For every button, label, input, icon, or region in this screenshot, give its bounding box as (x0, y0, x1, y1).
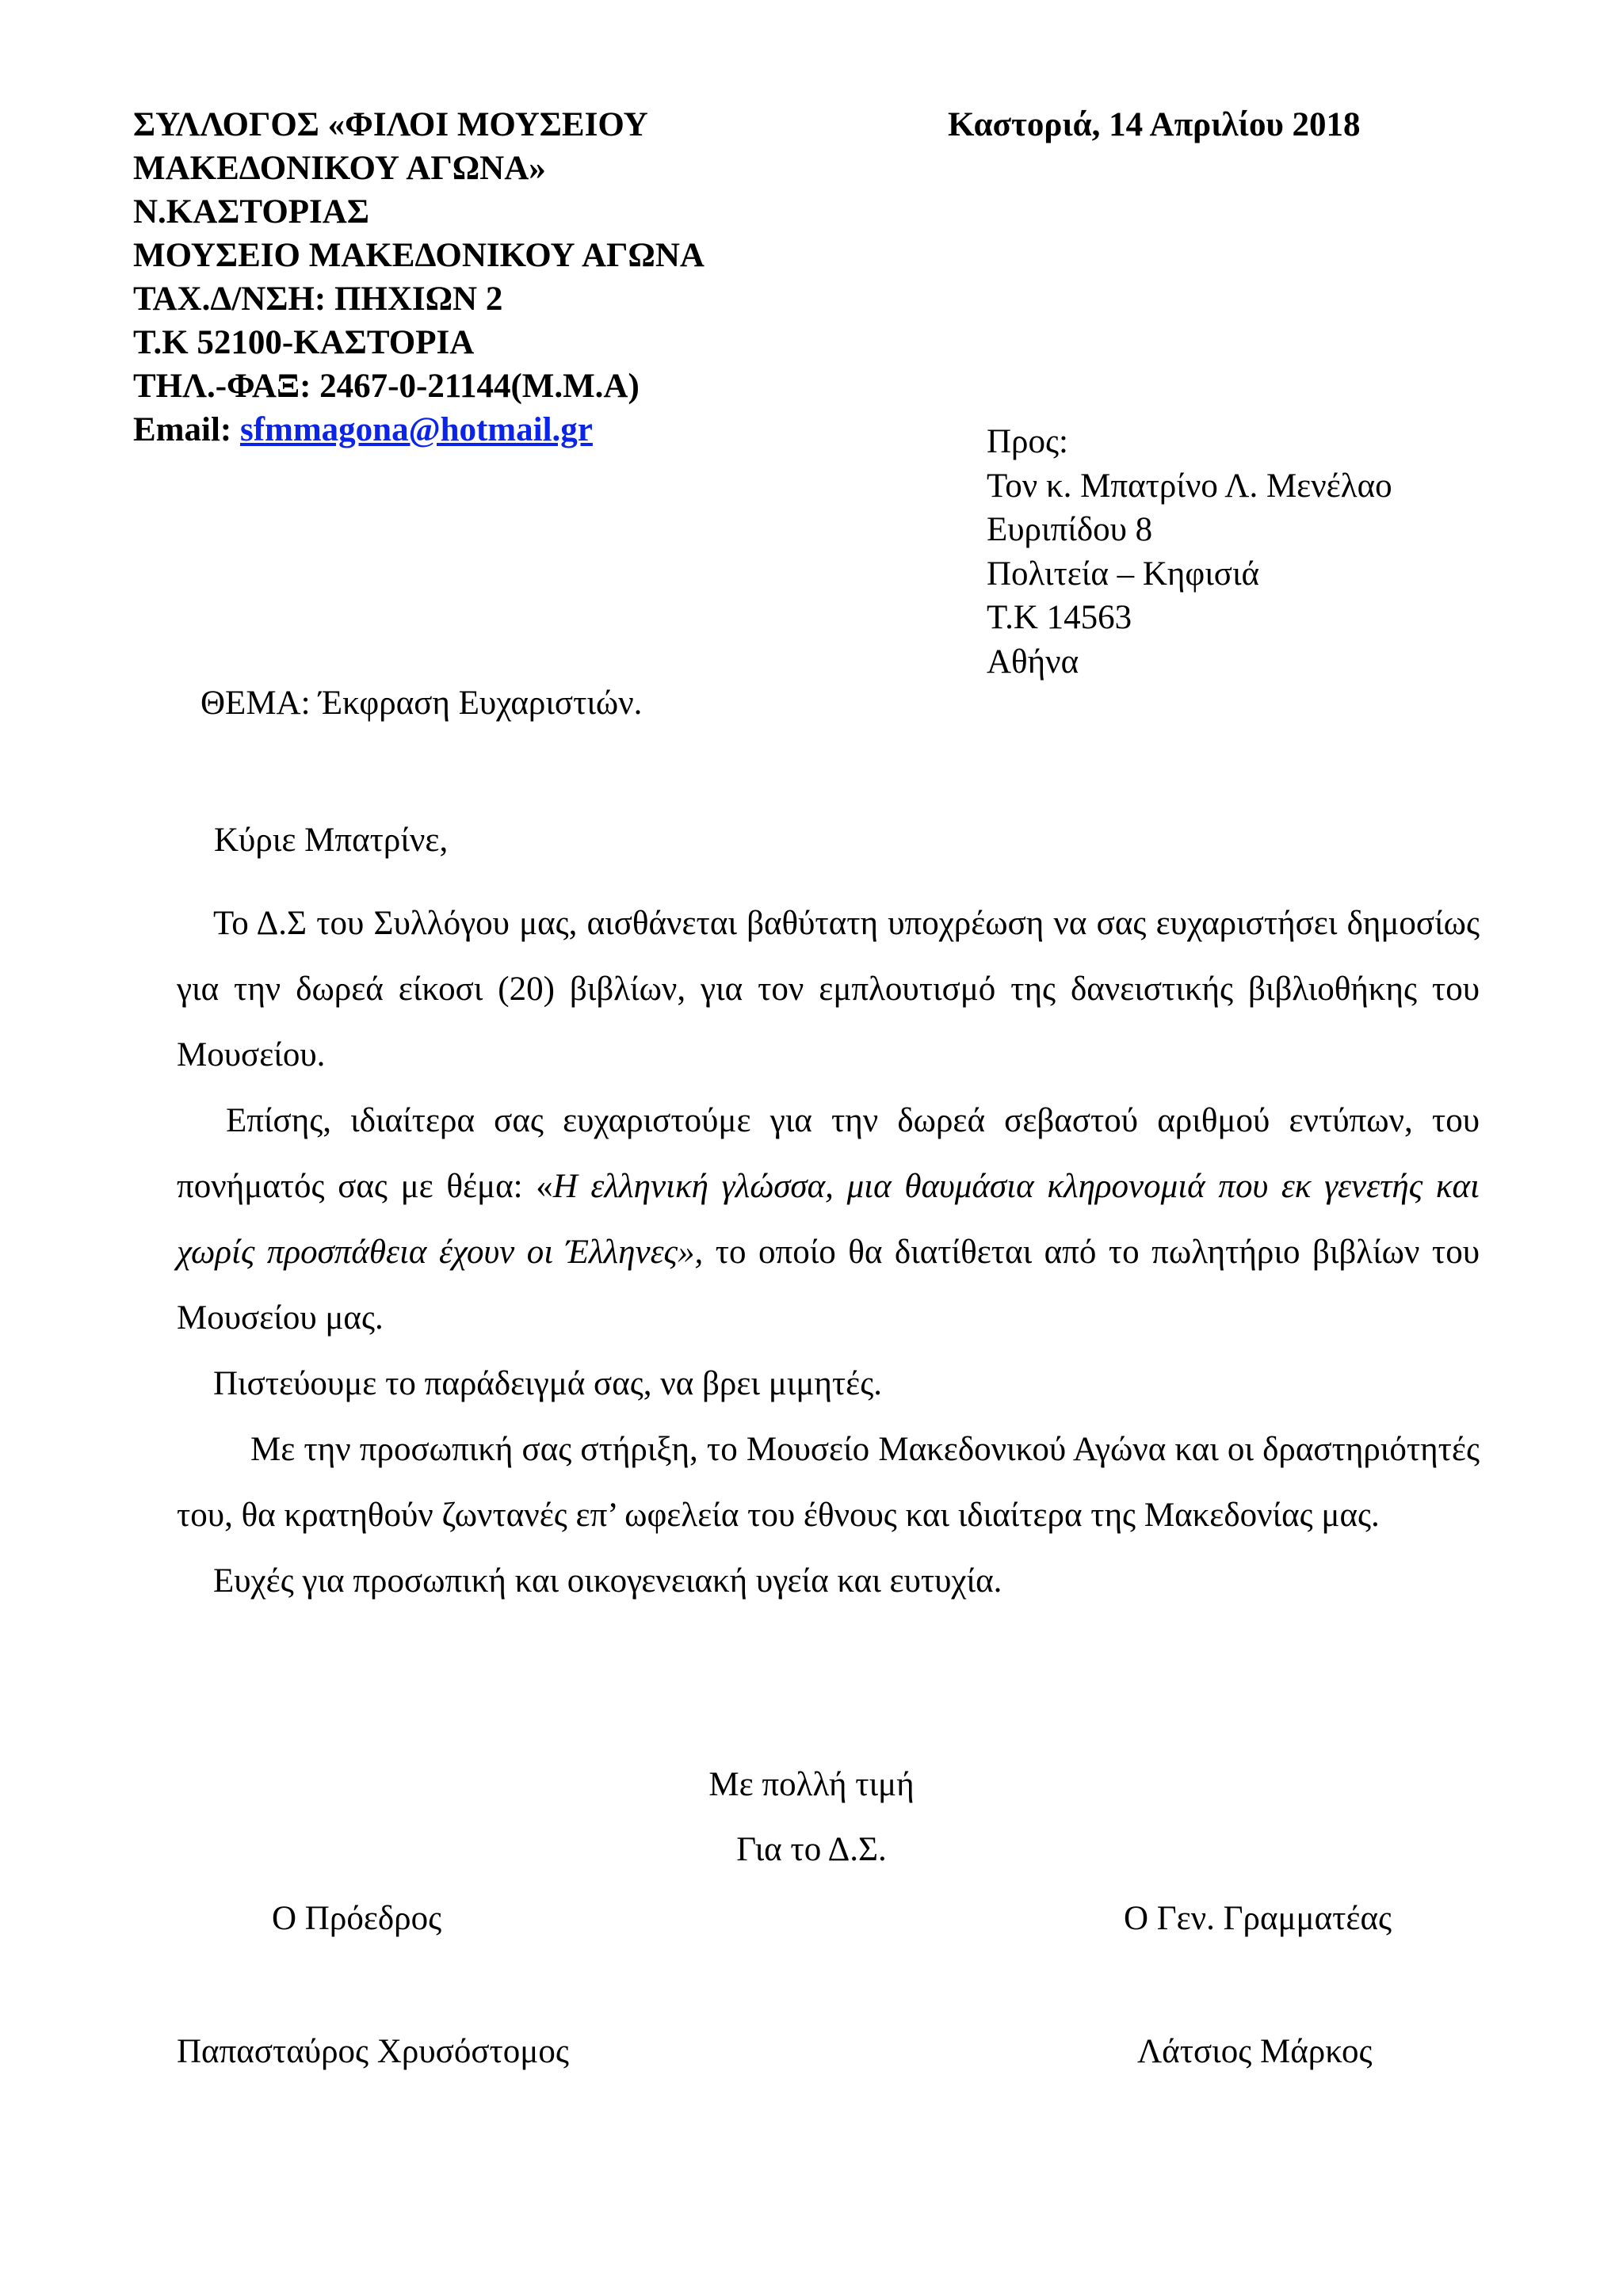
recipient-block (987, 420, 1392, 684)
recipient-line: Τ.Κ 14563 (987, 599, 1132, 636)
body-paragraph: Ευχές για προσωπική και οικογενειακή υγεία και ευτυχία. (213, 1562, 1002, 1600)
email-label: Email: (133, 411, 232, 448)
secretary-name: Λάτσιος Μάρκος (1137, 2033, 1373, 2070)
subject-line: ΘΕΜΑ: Έκφραση Ευχαριστιών. (200, 685, 643, 722)
recipient-line: Προς: (987, 423, 1068, 460)
body-paragraph: Το Δ.Σ του Συλλόγου μας, αισθάνεται βαθύτατη υποχρέωση να σας ευχαριστήσει δημοσίως για την δωρεά είκοσι (20) βιβλίων, για τον εμπλουτισμό της δανειστικής βιβλιοθήκης του Μουσείου. (177, 905, 1480, 1074)
sender-line: Ν.ΚΑΣΤΟΡΙΑΣ (133, 193, 369, 231)
closing-line: Με πολλή τιμή (708, 1766, 915, 1803)
sender-line: ΣΥΛΛΟΓΟΣ «ΦΙΛΟΙ ΜΟΥΣΕΙΟΥ (133, 106, 648, 143)
body-paragraph: Πιστεύουμε το παράδειγμά σας, να βρει μιμητές. (213, 1365, 883, 1402)
sender-line: ΜΑΚΕΔΟΝΙΚΟΥ ΑΓΩΝΑ» (133, 150, 546, 187)
sender-line: ΤΗΛ.-ΦΑΞ: 2467-0-21144(Μ.Μ.Α) (133, 368, 640, 405)
president-name: Παπασταύρος Χρυσόστομος (177, 2033, 569, 2070)
body-paragraph (177, 1088, 1480, 1351)
book-title: Η ελληνική γλώσσα, μια θαυμάσια κληρονομιά που εκ γενετής και χωρίς προσπάθεια έχουν οι Έλληνες», (177, 1168, 1480, 1271)
recipient-line: Πολιτεία – Κηφισιά (987, 555, 1260, 593)
recipient-line: Τον κ. Μπατρίνο Λ. Μενέλαο (987, 467, 1392, 505)
paragraph-text: Επίσης, ιδιαίτερα σας ευχαριστούμε για την δωρεά σεβαστού αριθμού εντύπων, του πονήματός σας με θέμα: « (177, 1102, 1480, 1205)
email-line (133, 408, 705, 452)
body-paragraph: Με την προσωπική σας στήριξη, το Μουσείο Μακεδονικού Αγώνα και οι δραστηριότητές του, θα κρατηθούν ζωντανές επ’ ωφελεία του έθνους και ιδιαίτερα της Μακεδονίας μας. (177, 1431, 1480, 1534)
paragraph-text: το οποίο θα διατίθεται από το πωλητήριο βιβλίων του Μουσείου μας. (177, 1234, 1480, 1337)
salutation: Κύριε Μπατρίνε, (214, 822, 449, 859)
sender-line: ΤΑΧ.Δ/ΝΣΗ: ΠΗΧΙΩΝ 2 (133, 280, 503, 318)
letter-body (177, 891, 1480, 1614)
letter-date: Καστοριά, 14 Απριλίου 2018 (948, 106, 1361, 143)
secretary-title: Ο Γεν. Γραμματέας (1124, 1900, 1392, 1937)
closing-line: Για το Δ.Σ. (736, 1831, 887, 1868)
sender-line: Τ.Κ 52100-ΚΑΣΤΟΡΙΑ (133, 324, 475, 361)
sender-block (133, 103, 705, 452)
recipient-line: Ευριπίδου 8 (987, 511, 1153, 548)
email-link[interactable]: sfmmagona@hotmail.gr (239, 411, 593, 448)
president-title: Ο Πρόεδρος (272, 1900, 442, 1937)
sender-line: ΜΟΥΣΕΙΟ ΜΑΚΕΔΟΝΙΚΟΥ ΑΓΩΝΑ (133, 237, 705, 274)
recipient-line: Αθήνα (987, 643, 1079, 681)
